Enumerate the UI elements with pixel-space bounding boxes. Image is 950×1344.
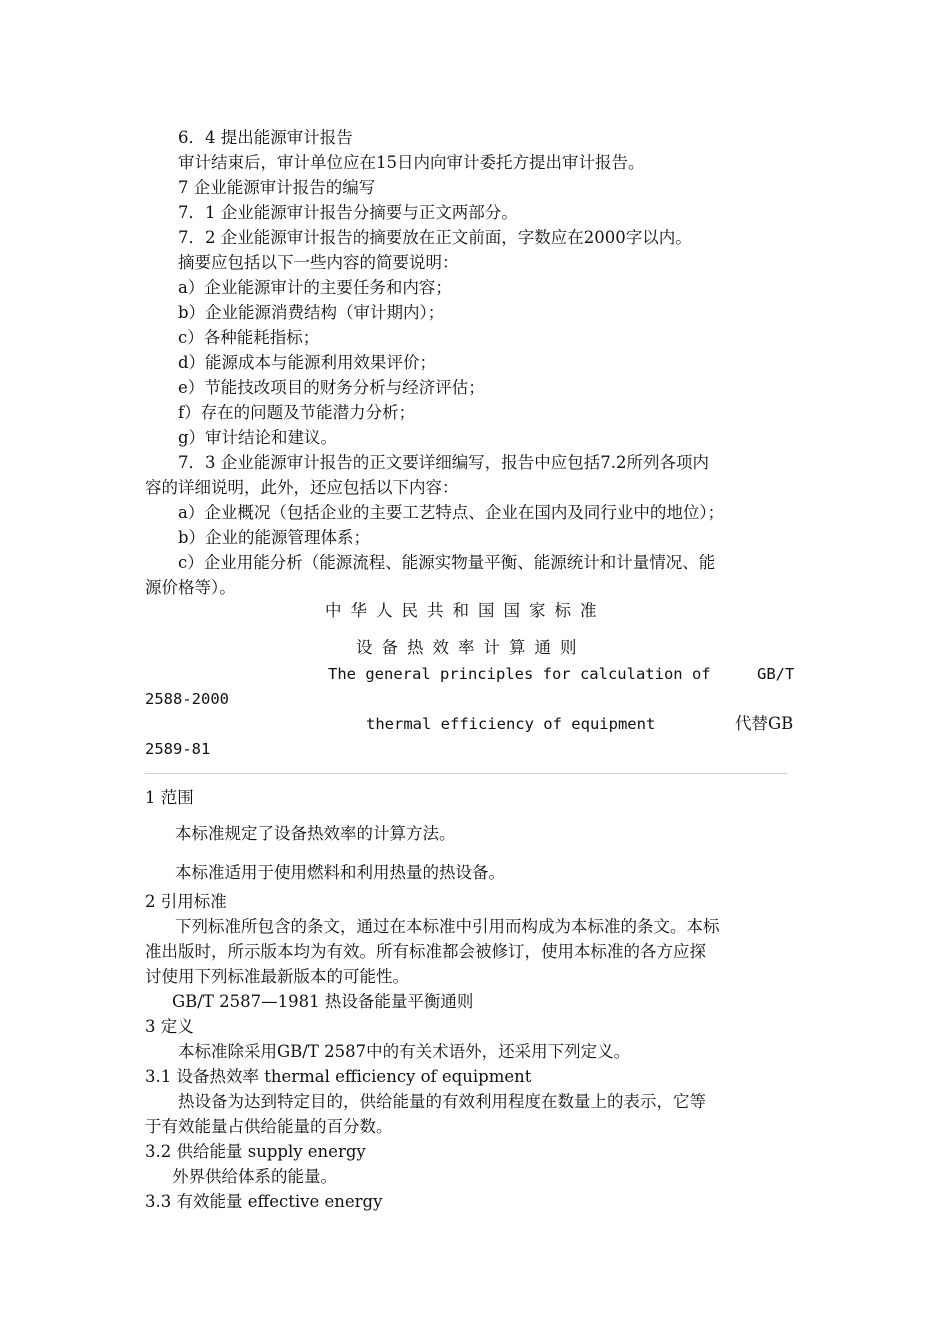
- paragraph-line: 7．3 企业能源审计报告的正文要详细编写，报告中应包括7.2所列各项内: [178, 453, 709, 472]
- replaces-continued: 2589-81: [145, 740, 211, 758]
- horizontal-divider: [145, 773, 787, 774]
- list-item: e）节能技改项目的财务分析与经济评估；: [178, 378, 485, 397]
- definition-term: 3.2 供给能量 supply energy: [145, 1142, 366, 1161]
- list-item: f）存在的问题及节能潜力分析；: [178, 403, 416, 422]
- reference-item: GB/T 2587—1981 热设备能量平衡通则: [172, 992, 474, 1011]
- list-item: c）各种能耗指标；: [178, 328, 320, 347]
- list-item: b）企业的能源管理体系；: [178, 528, 371, 547]
- paragraph-line: 外界供给体系的能量。: [172, 1167, 337, 1186]
- list-item: c）企业用能分析（能源流程、能源实物量平衡、能源统计和计量情况、能: [178, 553, 716, 572]
- definition-term: 3.3 有效能量 effective energy: [145, 1192, 383, 1211]
- paragraph-line: 讨使用下列标准最新版本的可能性。: [145, 967, 409, 986]
- list-item: d）能源成本与能源利用效果评价；: [178, 353, 437, 372]
- english-title-line-1: The general principles for calculation of: [328, 665, 711, 683]
- heading-6-4: 6．4 提出能源审计报告: [178, 128, 353, 147]
- paragraph-line: 下列标准所包含的条文，通过在本标准中引用而构成为本标准的条文。本标: [175, 917, 720, 936]
- paragraph-line: 本标准规定了设备热效率的计算方法。: [175, 824, 456, 843]
- paragraph-line: 源价格等）。: [145, 578, 236, 597]
- paragraph-line: 本标准适用于使用燃料和利用热量的热设备。: [175, 863, 505, 882]
- paragraph-line: 7．1 企业能源审计报告分摘要与正文两部分。: [178, 203, 518, 222]
- list-item: a）企业概况（包括企业的主要工艺特点、企业在国内及同行业中的地位）；: [178, 503, 725, 522]
- list-item: g）审计结论和建议。: [178, 428, 338, 447]
- paragraph-line: 准出版时，所示版本均为有效。所有标准都会被修订，使用本标准的各方应探: [145, 942, 706, 961]
- list-item: a）企业能源审计的主要任务和内容；: [178, 278, 452, 297]
- english-title-line-2: thermal efficiency of equipment: [366, 715, 656, 733]
- standard-number-continued: 2588-2000: [145, 690, 229, 708]
- paragraph-line: 7．2 企业能源审计报告的摘要放在正文前面，字数应在2000字以内。: [178, 228, 692, 247]
- heading-7: 7 企业能源审计报告的编写: [178, 178, 376, 197]
- paragraph-line: 热设备为达到特定目的，供给能量的有效利用程度在数量上的表示，它等: [178, 1092, 706, 1111]
- paragraph-line: 容的详细说明，此外，还应包括以下内容：: [145, 478, 459, 497]
- heading-definitions: 3 定义: [145, 1017, 194, 1036]
- paragraph-line: 本标准除采用GB/T 2587中的有关术语外，还采用下列定义。: [178, 1042, 631, 1061]
- list-item: b）企业能源消费结构（审计期内）；: [178, 303, 445, 322]
- definition-term: 3.1 设备热效率 thermal efficiency of equipment: [145, 1067, 532, 1086]
- paragraph-line: 于有效能量占供给能量的百分数。: [145, 1117, 393, 1136]
- paragraph-line: 摘要应包括以下一些内容的简要说明：: [178, 253, 459, 272]
- standard-title: 设备热效率计算通则: [356, 638, 586, 657]
- replaces-label: 代替GB: [735, 714, 794, 733]
- heading-normative-references: 2 引用标准: [145, 892, 227, 911]
- standard-number: GB/T: [757, 665, 795, 683]
- heading-scope: 1 范围: [145, 788, 194, 807]
- paragraph-line: 审计结束后，审计单位应在15日内向审计委托方提出审计报告。: [178, 153, 645, 172]
- national-standard-title: 中华人民共和国国家标准: [325, 601, 606, 620]
